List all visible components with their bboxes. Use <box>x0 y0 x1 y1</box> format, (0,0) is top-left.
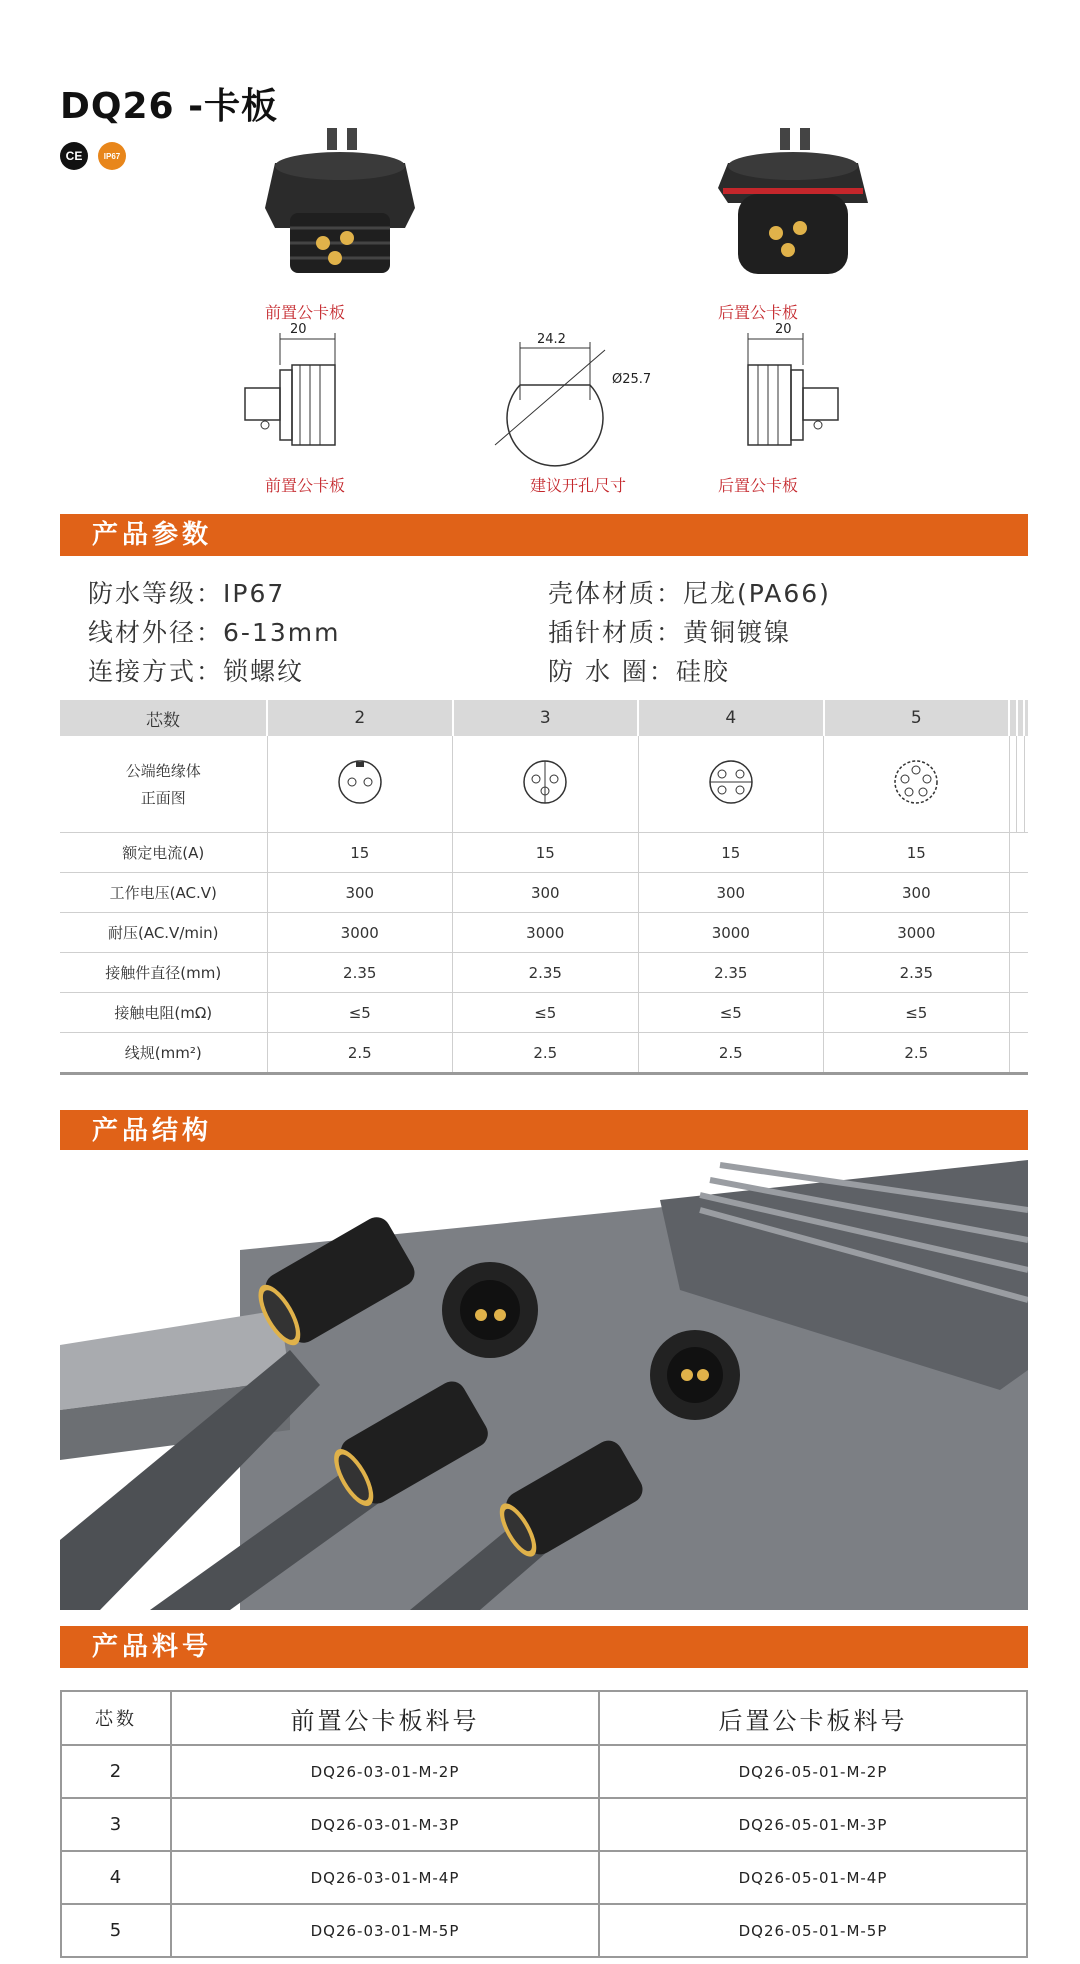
spec-cell: ≤5 <box>267 993 453 1033</box>
spec-cell: 2.35 <box>638 953 824 993</box>
spec-cell: 15 <box>638 833 824 873</box>
front-drawing-caption: 前置公卡板 <box>264 476 345 495</box>
spec-header-cell: 5 <box>824 700 1010 736</box>
spec-cell: 2.5 <box>824 1033 1010 1074</box>
rear-drawing-caption: 后置公卡板 <box>717 476 798 495</box>
structure-photo <box>60 1150 1028 1610</box>
order-cell: DQ26-03-01-M-3P <box>171 1798 599 1851</box>
section-header-params: 产品参数 <box>60 514 1028 556</box>
order-header-cell: 后置公卡板料号 <box>599 1691 1027 1745</box>
spec-header-empty <box>1017 700 1025 736</box>
front-dimension-drawing <box>235 325 365 455</box>
spec-row-diameter <box>60 953 1028 993</box>
param-housing: 壳体材质：尼龙(PA66) <box>548 579 831 608</box>
order-cell: DQ26-03-01-M-5P <box>171 1904 599 1957</box>
order-cell: 2 <box>61 1745 171 1798</box>
order-cell: 5 <box>61 1904 171 1957</box>
cutout-drawing <box>490 330 640 470</box>
order-row <box>61 1798 1027 1851</box>
order-cell: 3 <box>61 1798 171 1851</box>
param-cable-od: 线材外径：6-13mm <box>88 618 341 647</box>
order-cell: 4 <box>61 1851 171 1904</box>
spec-header-cell: 2 <box>267 700 453 736</box>
spec-cell: 300 <box>267 873 453 913</box>
rear-photo-caption: 后置公卡板 <box>717 303 798 322</box>
spec-cell: ≤5 <box>824 993 1010 1033</box>
spec-cell: 3000 <box>638 913 824 953</box>
spec-cell: 15 <box>453 833 639 873</box>
spec-row-withstand <box>60 913 1028 953</box>
spec-row-label: 公端绝缘体 正面图 <box>60 736 267 833</box>
param-waterproof: 防水等级：IP67 <box>88 579 286 608</box>
order-header-cell: 芯数 <box>61 1691 171 1745</box>
order-table <box>60 1690 1028 1958</box>
pin-2-icon <box>336 758 384 806</box>
spec-row-label: 接触电阻(mΩ) <box>60 993 267 1033</box>
pin-layout-2 <box>267 736 453 833</box>
ce-badge-icon: CE <box>60 142 88 170</box>
spec-header-cell: 芯数 <box>60 700 267 736</box>
spec-row-current <box>60 833 1028 873</box>
pin-4-icon <box>707 758 755 806</box>
cutout-diameter-dim: Ø25.7 <box>612 372 652 387</box>
param-pin-material: 插针材质：黄铜镀镍 <box>548 618 792 647</box>
order-cell: DQ26-05-01-M-5P <box>599 1904 1027 1957</box>
order-cell: DQ26-05-01-M-2P <box>599 1745 1027 1798</box>
order-row <box>61 1745 1027 1798</box>
spec-cell: 2.35 <box>453 953 639 993</box>
spec-row-label: 线规(mm²) <box>60 1033 267 1074</box>
front-width-dim: 20 <box>290 322 307 337</box>
ip67-badge-icon: IP67 <box>98 142 126 170</box>
section-header-order: 产品料号 <box>60 1626 1028 1668</box>
order-row <box>61 1904 1027 1957</box>
spec-row-label: 额定电流(A) <box>60 833 267 873</box>
spec-cell: ≤5 <box>638 993 824 1033</box>
rear-connector-photo <box>708 128 878 278</box>
page-title: DQ26 -卡板 <box>60 86 279 127</box>
spec-header-cell: 4 <box>638 700 824 736</box>
pin-layout-5 <box>824 736 1010 833</box>
spec-cell: 3000 <box>453 913 639 953</box>
pin-3-icon <box>521 758 569 806</box>
rear-width-dim: 20 <box>775 322 792 337</box>
order-cell: DQ26-05-01-M-3P <box>599 1798 1027 1851</box>
spec-row-gauge <box>60 1033 1028 1074</box>
spec-row-resistance <box>60 993 1028 1033</box>
pin-5-icon <box>892 758 940 806</box>
param-seal: 防 水 圈：硅胶 <box>548 657 730 686</box>
spec-cell: 2.5 <box>267 1033 453 1074</box>
section-header-structure: 产品结构 <box>60 1110 1028 1152</box>
spec-header-cell: 3 <box>453 700 639 736</box>
order-cell: DQ26-03-01-M-4P <box>171 1851 599 1904</box>
spec-header-empty <box>1009 700 1017 736</box>
spec-cell: 3000 <box>267 913 453 953</box>
pin-layout-3 <box>453 736 639 833</box>
spec-cell: 15 <box>267 833 453 873</box>
front-photo-caption: 前置公卡板 <box>264 303 345 322</box>
spec-row-voltage <box>60 873 1028 913</box>
spec-cell: 2.5 <box>453 1033 639 1074</box>
spec-cell: 300 <box>453 873 639 913</box>
spec-cell: 300 <box>824 873 1010 913</box>
spec-cell: 3000 <box>824 913 1010 953</box>
spec-row-label: 耐压(AC.V/min) <box>60 913 267 953</box>
cutout-drawing-caption: 建议开孔尺寸 <box>529 476 626 495</box>
spec-cell: 2.35 <box>267 953 453 993</box>
spec-cell: ≤5 <box>453 993 639 1033</box>
cert-badges <box>60 142 126 170</box>
spec-cell: 300 <box>638 873 824 913</box>
spec-row-label: 接触件直径(mm) <box>60 953 267 993</box>
order-row <box>61 1851 1027 1904</box>
spec-row-label: 工作电压(AC.V) <box>60 873 267 913</box>
spec-cell: 15 <box>824 833 1010 873</box>
front-connector-photo <box>255 128 425 278</box>
order-header-row <box>61 1691 1027 1745</box>
order-header-cell: 前置公卡板料号 <box>171 1691 599 1745</box>
param-connection: 连接方式：锁螺纹 <box>88 657 305 686</box>
params-list <box>88 574 1008 691</box>
order-cell: DQ26-03-01-M-2P <box>171 1745 599 1798</box>
spec-header-empty <box>1024 700 1028 736</box>
order-cell: DQ26-05-01-M-4P <box>599 1851 1027 1904</box>
spec-table <box>60 700 1028 1075</box>
spec-cell: 2.35 <box>824 953 1010 993</box>
spec-header-row <box>60 700 1028 736</box>
cutout-width-dim: 24.2 <box>537 332 566 347</box>
spec-pin-row <box>60 736 1028 833</box>
rear-dimension-drawing <box>733 325 863 455</box>
pin-layout-4 <box>638 736 824 833</box>
spec-cell: 2.5 <box>638 1033 824 1074</box>
